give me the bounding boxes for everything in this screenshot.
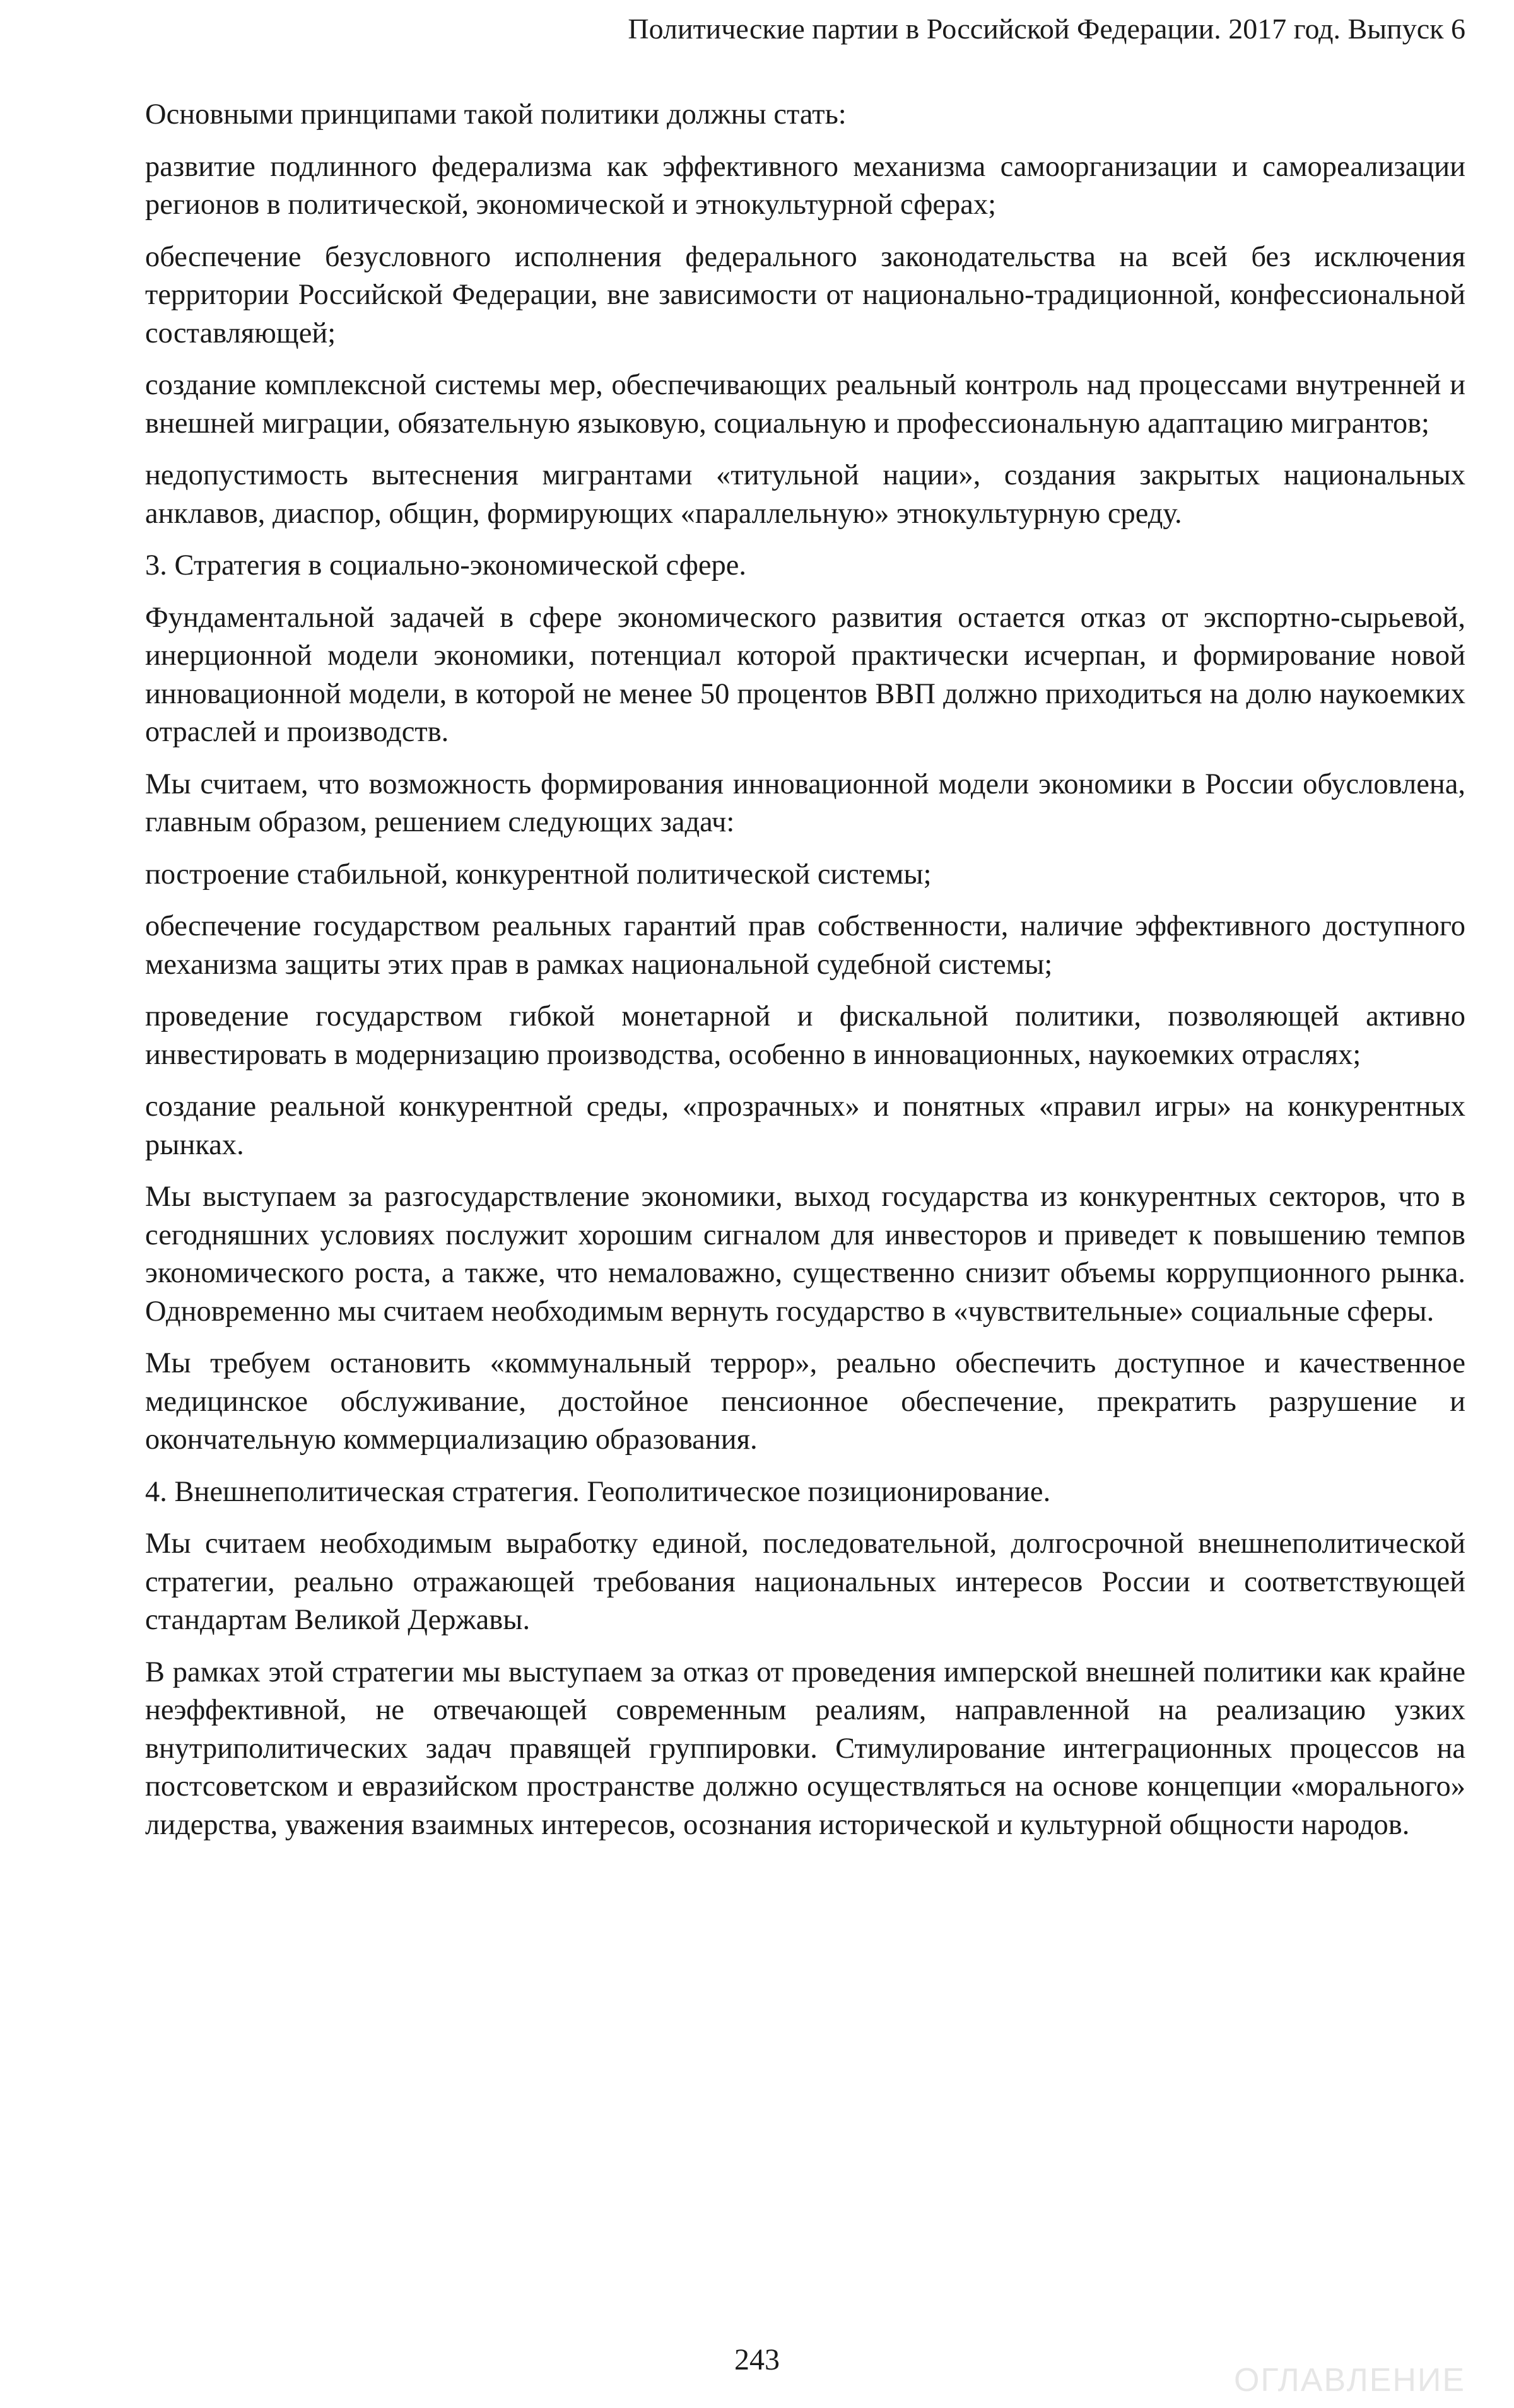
paragraph: проведение государством гибкой монетарной и фискальной политики, позволяющей активно инвестировать в модернизацию производства, особенно в инновационных, наукоемких отраслях; <box>145 1000 1465 1071</box>
paragraph: создание комплексной системы мер, обеспечивающих реальный контроль над процессами внутренней и внешней миграции, обязательную языковую, социальную и профессиональную адаптацию мигрантов; <box>145 369 1465 440</box>
paragraph: Мы требуем остановить «коммунальный террор», реально обеспечить доступное и качественное медицинское обслуживание, достойное пенсионное обеспечение, прекратить разрушение и окончательную коммерциализацию образования. <box>145 1347 1465 1456</box>
paragraph: Мы считаем необходимым выработку единой, последовательной, долгосрочной внешнеполитической стратегии, реально отражающей требования национальных интересов России и соответствующей стандартам Великой Державы. <box>145 1528 1465 1636</box>
section-heading: 4. Внешнеполитическая стратегия. Геополитическое позиционирование. <box>145 1475 1051 1508</box>
page-number: 243 <box>734 2343 780 2376</box>
paragraph: создание реальной конкурентной среды, «прозрачных» и понятных «правил игры» на конкурентных рынках. <box>145 1090 1465 1161</box>
paragraph: недопустимость вытеснения мигрантами «титульной нации», создания закрытых национальных анклавов, диаспор, общин, формирующих «параллельную» этнокультурную среду. <box>145 459 1465 530</box>
running-header: Политические партии в Российской Федерации. 2017 год. Выпуск 6 <box>628 13 1465 45</box>
paragraph: Фундаментальной задачей в сфере экономического развития остается отказ от экспортно-сырьевой, инерционной модели экономики, потенциал которой практически исчерпан, и формирование новой инновационной модели, в которой не менее 50 процентов ВВП должно приходиться на долю наукоемких отраслей и производств. <box>145 601 1465 748</box>
paragraph: В рамках этой стратегии мы выступаем за отказ от проведения имперской внешней политики как крайне неэффективной, не отвечающей современным реалиям, направленной на реализацию узких внутриполитических задач правящей группировки. Стимулирование интеграционных процессов на постсоветском и евразийском пространстве должно осуществляться на основе концепции «морального» лидерства, уважения взаимных интересов, осознания исторической и культурной общности народов. <box>145 1656 1465 1841</box>
body-text <box>145 96 1465 1858</box>
paragraph: построение стабильной, конкурентной политической системы; <box>145 858 932 891</box>
paragraph: Мы считаем, что возможность формирования инновационной модели экономики в России обусловлена, главным образом, решением следующих задач: <box>145 768 1465 838</box>
paragraph: обеспечение государством реальных гарантий прав собственности, наличие эффективного доступного механизма защиты этих прав в рамках национальной судебной системы; <box>145 910 1465 981</box>
paragraph: развитие подлинного федерализма как эффективного механизма самоорганизации и самореализации регионов в политической, экономической и этнокультурной сферах; <box>145 150 1465 221</box>
section-heading: 3. Стратегия в социально-экономической сфере. <box>145 549 747 582</box>
paragraph: Основными принципами такой политики должны стать: <box>145 98 847 131</box>
toc-link[interactable]: ОГЛАВЛЕНИЕ <box>1233 2362 1465 2399</box>
paragraph: обеспечение безусловного исполнения федерального законодательства на всей без исключения территории Российской Федерации, вне зависимости от национально-традиционной, конфессиональной составляющей; <box>145 240 1465 349</box>
paragraph: Мы выступаем за разгосударствление экономики, выход государства из конкурентных секторов, что в сегодняшних условиях послужит хорошим сигналом для инвесторов и приведет к повышению темпов экономического роста, а также, что немаловажно, существенно снизит объемы коррупционного рынка. Одновременно мы считаем необходимым вернуть государство в «чувствительные» социальные сферы. <box>145 1181 1465 1328</box>
